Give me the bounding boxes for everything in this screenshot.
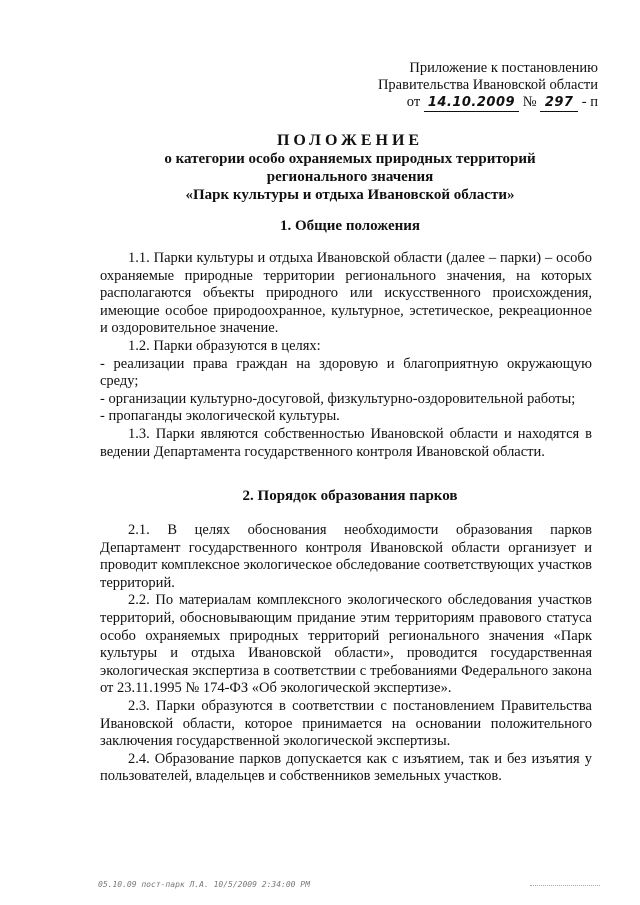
handwritten-date: 14.10.2009 <box>424 94 519 112</box>
from-label: от <box>406 94 421 110</box>
paragraph-1-2: 1.2. Парки образуются в целях: <box>128 337 321 354</box>
section-1-heading: 1. Общие положения <box>279 218 421 234</box>
list-item-1: - реализации права граждан на здоровую и благоприятную окружающую среду; <box>100 355 592 390</box>
list-item-2: - организации культурно-досуговой, физкультурно-оздоровительной работы; <box>100 390 576 407</box>
number-suffix: - п <box>581 94 598 110</box>
number-label: № <box>522 94 537 110</box>
paragraph-2-1: 2.1. В целях обоснования необходимости образования парков Департамент государственного контроля Ивановской области организует и проводит комплексное экологическое обследование соответствующих участков территорий. <box>100 522 592 591</box>
paragraph-1-3: 1.3. Парки являются собственностью Ивановской области и находятся в ведении Департамента государственного контроля Ивановской области. <box>100 425 592 460</box>
paragraph-2-2: 2.2. По материалам комплексного экологического обследования участков территорий, обосновывающим придание этим территориям правового статуса особо охраняемых природных территорий регионального значения «Парк культуры и отдыха Ивановской области», проводится государственная экологическая экспертиза в соответствии с требованиями Федерального закона от 23.11.1995 № 174-ФЗ «Об экологической экспертизе». <box>100 592 592 697</box>
handwritten-number: 297 <box>540 94 578 112</box>
section-2-heading: 2. Порядок образования парков <box>242 488 458 504</box>
section-2-body <box>100 522 592 786</box>
title-main: ПОЛОЖЕНИЕ <box>276 132 424 149</box>
section-1-body <box>100 250 592 461</box>
document-title <box>100 132 600 204</box>
title-line-4: «Парк культуры и отдыха Ивановской области» <box>185 187 515 203</box>
file-footer: 05.10.09 пост-парк Л.А. 10/5/2009 2:34:00 PM <box>98 880 310 889</box>
appendix-block <box>378 60 598 112</box>
paragraph-2-3: 2.3. Парки образуются в соответствии с постановлением Правительства Ивановской области, которое принимается на основании положительного заключения государственной экологической экспертизы. <box>100 697 592 750</box>
list-item-3: - пропаганды экологической культуры. <box>100 408 340 425</box>
footer-dotted-line <box>530 885 600 886</box>
appendix-line-1: Приложение к постановлению <box>409 60 598 76</box>
appendix-line-3 <box>378 94 598 112</box>
title-line-3: регионального значения <box>266 169 434 185</box>
paragraph-2-4: 2.4. Образование парков допускается как с изъятием, так и без изъятия у пользователей, владельцев и собственников земельных участков. <box>100 750 592 785</box>
appendix-line-2: Правительства Ивановской области <box>377 77 598 93</box>
title-line-2: о категории особо охраняемых природных территорий <box>164 151 536 167</box>
paragraph-1-1: 1.1. Парки культуры и отдыха Ивановской области (далее – парки) – особо охраняемые природные территории регионального значения, на которых располагаются объекты природного или искусственного происхождения, имеющие особое природоохранное, культурное, эстетическое, рекреационное и оздоровительное значение. <box>100 250 592 337</box>
